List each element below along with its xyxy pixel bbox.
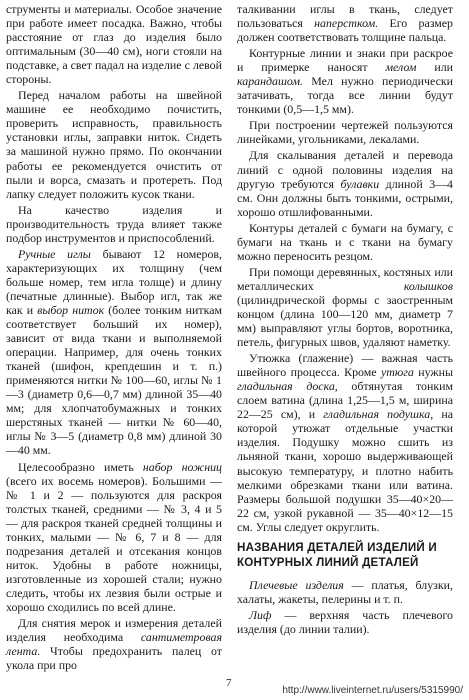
paragraph-text: Для снятия мерок и измерения деталей изделия необходима — [6, 616, 222, 645]
paragraph — [237, 265, 453, 349]
paragraph-text: Его размер должен соответствовать толщине пальца. — [237, 16, 453, 45]
paragraph-text: бывают 12 номеров, характеризующих их толщину (чем больше номер, тем игла толще) и длину (печатные длинные). Выбор игл, так же как и — [6, 246, 222, 317]
paragraph-text: При помощи деревянных, костяных или металлических — [237, 264, 453, 293]
section-heading: НАЗВАНИЯ ДЕТАЛЕЙ ИЗДЕЛИЙ И КОНТУРНЫХ ЛИНИЙ ДЕТАЛЕЙ — [237, 540, 437, 569]
paragraph — [6, 460, 222, 615]
term-emphasis: колышков — [403, 278, 453, 293]
paragraph — [6, 616, 222, 672]
paragraph — [6, 247, 222, 458]
paragraph-text: — верхняя часть плечевого изделия (до линии талии). — [237, 607, 453, 636]
term-emphasis: гладильная доска, — [237, 379, 338, 394]
term-emphasis: булавки — [340, 176, 380, 191]
term-emphasis: мелом — [385, 60, 417, 75]
paragraph — [237, 46, 453, 116]
paragraph-text: на которой утюжат отдельные участки изделия. Подушку можно сшить из льняной ткани, хорошо выдерживающей высокую температуру, и плотно набить мелкими обрезками ткани или ватина. Размеры большой подушки 35—40×20—22 см, узкой рукавной — 35—40×12—15 см. Углы следует округлить. — [237, 407, 453, 534]
paragraph-text: или — [416, 60, 453, 75]
left-column — [6, 2, 222, 672]
term-emphasis: карандашом. — [237, 74, 303, 89]
term-emphasis: выбор ниток — [37, 302, 105, 317]
paragraph — [6, 2, 222, 86]
term-emphasis: наперстком. — [314, 16, 379, 31]
source-url-watermark: http://www.liveinternet.ru/users/5315990/ — [282, 685, 463, 696]
term-emphasis: сантиметровая лента. — [6, 630, 222, 659]
paragraph-text: Для скалывания деталей и перевода линий с одной половины изделия на другую требуются — [237, 148, 453, 191]
term-emphasis: Ручные иглы — [18, 246, 91, 261]
term-emphasis: гладильная подушка, — [323, 407, 434, 422]
paragraph-text: обтянутая тонким слоем ватина (длина 1,25—1,5 м, ширина 22—25 см), и — [237, 379, 453, 422]
paragraph-text: Утюжка (глажение) — важная часть швейного процесса. Кроме — [237, 351, 453, 380]
paragraph — [237, 351, 453, 534]
paragraph-text: — платья, блузки, халаты, жакеты, пелерины и т. п. — [237, 577, 453, 606]
term-emphasis: утюга — [381, 365, 414, 380]
paragraph-text: струменты и материалы. Особое значение при работе имеет посадка. Важно, чтобы расстояние от глаз до изделия было оптимальным (30—40 см), ноги стояли на подставке, а свет падал на изделие с левой стороны. — [6, 2, 222, 87]
paragraph — [237, 608, 453, 636]
paragraph-text: Чтобы предохранить палец от укола при про — [6, 644, 222, 673]
paragraph-text: Контурные линии и знаки при раскрое и примерке наносят — [237, 46, 453, 75]
paragraph-text: длиной 3—4 см. Они должны быть тонкими, острыми, хорошо отшлифованными. — [237, 176, 453, 219]
paragraph — [237, 2, 453, 44]
right-column — [237, 2, 453, 636]
page-number: 7 — [226, 677, 232, 689]
paragraph — [237, 148, 453, 218]
paragraph — [237, 118, 453, 146]
paragraph-text: Мел нужно периодически затачивать, тогда все линии будут тонкими (0,5—1,5 мм). — [237, 74, 453, 117]
term-emphasis: Плечевые изделия — [249, 577, 344, 592]
paragraph-text: (более тонким ниткам соответствует больший их номер), зависит от вида ткани и выполняемой операции. Например, для очень тонких тканей (шифон, крепдешин и т. п.) применяются нитки № 100—60, иглы № 1—3 (диаметр 0,6—0,7 мм) длиной 35—40 мм; для хлопчатобумажных и тонких шерстяных тканей — нитки № 60—40, иглы № 3—5 (диаметр 0,8 мм) длиной 30—40 мм. — [6, 302, 223, 458]
paragraph-text: талкивании иглы в ткань, следует пользоваться — [237, 2, 453, 31]
term-emphasis: набор ножниц — [142, 459, 222, 474]
paragraph-text: Контуры деталей с бумаги на бумагу, с бумаги на ткань и с ткани на бумагу можно переносить резцом. — [237, 220, 453, 263]
paragraph — [237, 578, 453, 606]
paragraph-text: Целесообразно иметь — [18, 459, 143, 474]
paragraph-text: При построении чертежей пользуются линейками, угольниками, лекалами. — [237, 118, 453, 147]
paragraph — [6, 203, 222, 245]
paragraph-text: Перед началом работы на швейной машине ее необходимо почистить, проверить исправность, правильность установки иглы, заправки ниток. Сидеть за машиной нужно прямо. По окончании работы ее рекомендуется очистить от пыли и ворса, смазать и протереть. Под лапку следует положить кусок ткани. — [6, 88, 222, 201]
paragraph — [6, 88, 222, 200]
paragraph-text: На качество изделия и производительность труда влияет также подбор инструментов и приспособлений. — [6, 202, 222, 245]
paragraph-text: (цилиндрической формы с заостренным концом (длина 100—120 мм, диаметр 7 мм) выправляют углы бортов, воротника, петель, фигурных швов, удаляют наметку. — [237, 292, 453, 350]
paragraph — [237, 221, 453, 263]
paragraph-text: нужны — [413, 365, 453, 380]
term-emphasis: Лиф — [249, 607, 272, 622]
paragraph-text: (всего их восемь номеров). Большими — № 1 и 2 — пользуются для раскроя толстых тканей, средними — № 3, 4 и 5 — для раскроя тканей средней толщины и тонких, малыми — № 6, 7 и 8 — для подрезания деталей и отсекания концов ниток. Удобны в работе ножницы, изготовленные из хорошей стали; нужно следить, чтобы их лезвия были острые и хорошо сходились по всей длине. — [6, 473, 222, 614]
